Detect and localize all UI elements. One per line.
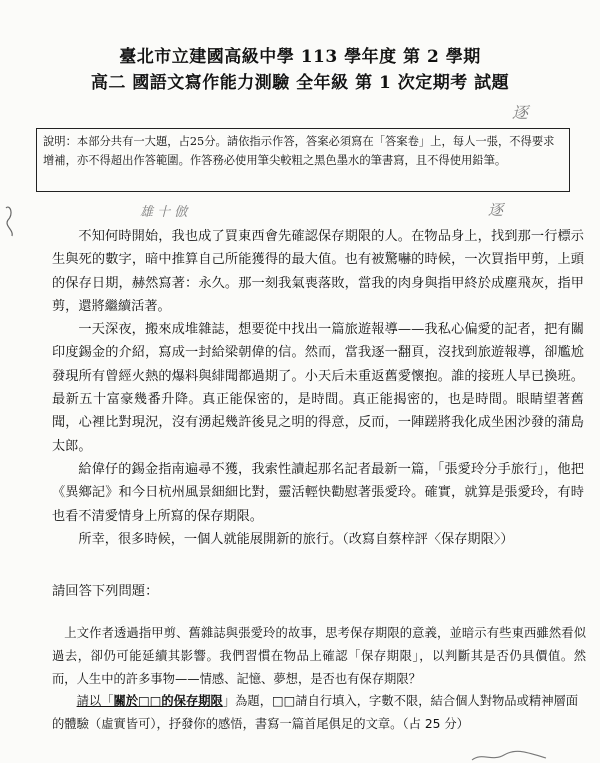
essay-paragraph-1: 不知何時開始，我也成了買東西會先確認保存期限的人。在物品身上，找到那一行標示生與死的數字，暗中推算自己所能獲得的最大值。也有被驚嚇的時候，一次買指甲剪，上頭的保存日期，赫然寫著：永久。那一刻我氣喪落敗，當我的肉身與指甲終於成塵飛灰，指甲剪，還將繼續活著。: [52, 229, 584, 314]
margin-scribble-icon: [0, 200, 30, 240]
bottom-scribble-icon: [470, 750, 550, 763]
task-title: 關於□□的保存期限: [113, 694, 223, 708]
question-text: 上文作者透過指甲剪、舊雜誌與張愛玲的故事，思考保存期限的意義，並暗示有些東西雖然看似過去，卻仍可能延續其影響。我們習慣在物品上確認「保存期限」，以判斷其是否仍具價值。然而，人生中的許多事物——情感、記憶、夢想，是否也有保存期限？: [52, 626, 586, 686]
essay-paragraph-4: 所幸，很多時候，一個人就能展開新的旅行。（改寫自蔡梓評〈保存期限〉）: [78, 531, 514, 547]
task-prefix: 請以「: [76, 694, 114, 708]
essay-paragraph-3: 給偉仔的錫金指南遍尋不獲，我索性讀起那名記者最新一篇，「張愛玲分手旅行」，他把《異鄉記》和今日杭州風景細細比對，靈活輕快勸慰著張愛玲。確實，就算是張愛玲，有時也看不清愛情身上所寫的保存期限。: [52, 461, 584, 524]
handwritten-note-right: 逐: [488, 201, 504, 219]
instructions-box: [36, 128, 570, 192]
question-body: [52, 622, 586, 691]
handwritten-note-left: 雄 十 倣: [140, 205, 188, 220]
instructions-text: 說明：本部分共有一大題，占25分。請依指示作答，答案必須寫在「答案卷」上，每人一張，不得要求增補，亦不得超出作答範圍。作答務必使用筆尖較粗之黑色墨水的筆書寫，且不得使用鉛筆。: [43, 135, 555, 167]
question-intro: 請回答下列問題：: [52, 584, 159, 599]
task-instructions: 」為題，□□請自行填入，字數不限，結合個人對物品或精神層面的體驗（虛實皆可），抒發你的感悟，書寫一篇首尾俱足的文章。（占 25 分）: [52, 694, 579, 731]
handwritten-note-top: 逐: [512, 103, 529, 122]
exam-subtitle: 高二 國語文寫作能力測驗 全年級 第 1 次定期考 試題: [90, 73, 510, 93]
essay-passage: [52, 225, 584, 551]
exam-title: 臺北市立建國高級中學 113 學年度 第 2 學期: [119, 47, 481, 67]
essay-paragraph-2: 一天深夜，搬來成堆雜誌，想要從中找出一篇旅遊報導——我私心偏愛的記者，把有關印度錫金的介紹，寫成一封給梁朝偉的信。然而，當我逐一翻頁，沒找到旅遊報導，卻尷尬發現所有曾經火熱的爆料與緋聞都過期了。小天后未重返舊愛懷抱。誰的接班人早已換班。最新五十富豪幾番升降。真正能保密的，是時間。真正能揭密的，也是時間。眼睛望著舊聞，心裡比對現況，沒有湧起幾許後見之明的得意，反而，一陣蹉將我化成坐困沙發的蒲島太郎。: [52, 322, 584, 454]
writing-task: [52, 690, 586, 736]
